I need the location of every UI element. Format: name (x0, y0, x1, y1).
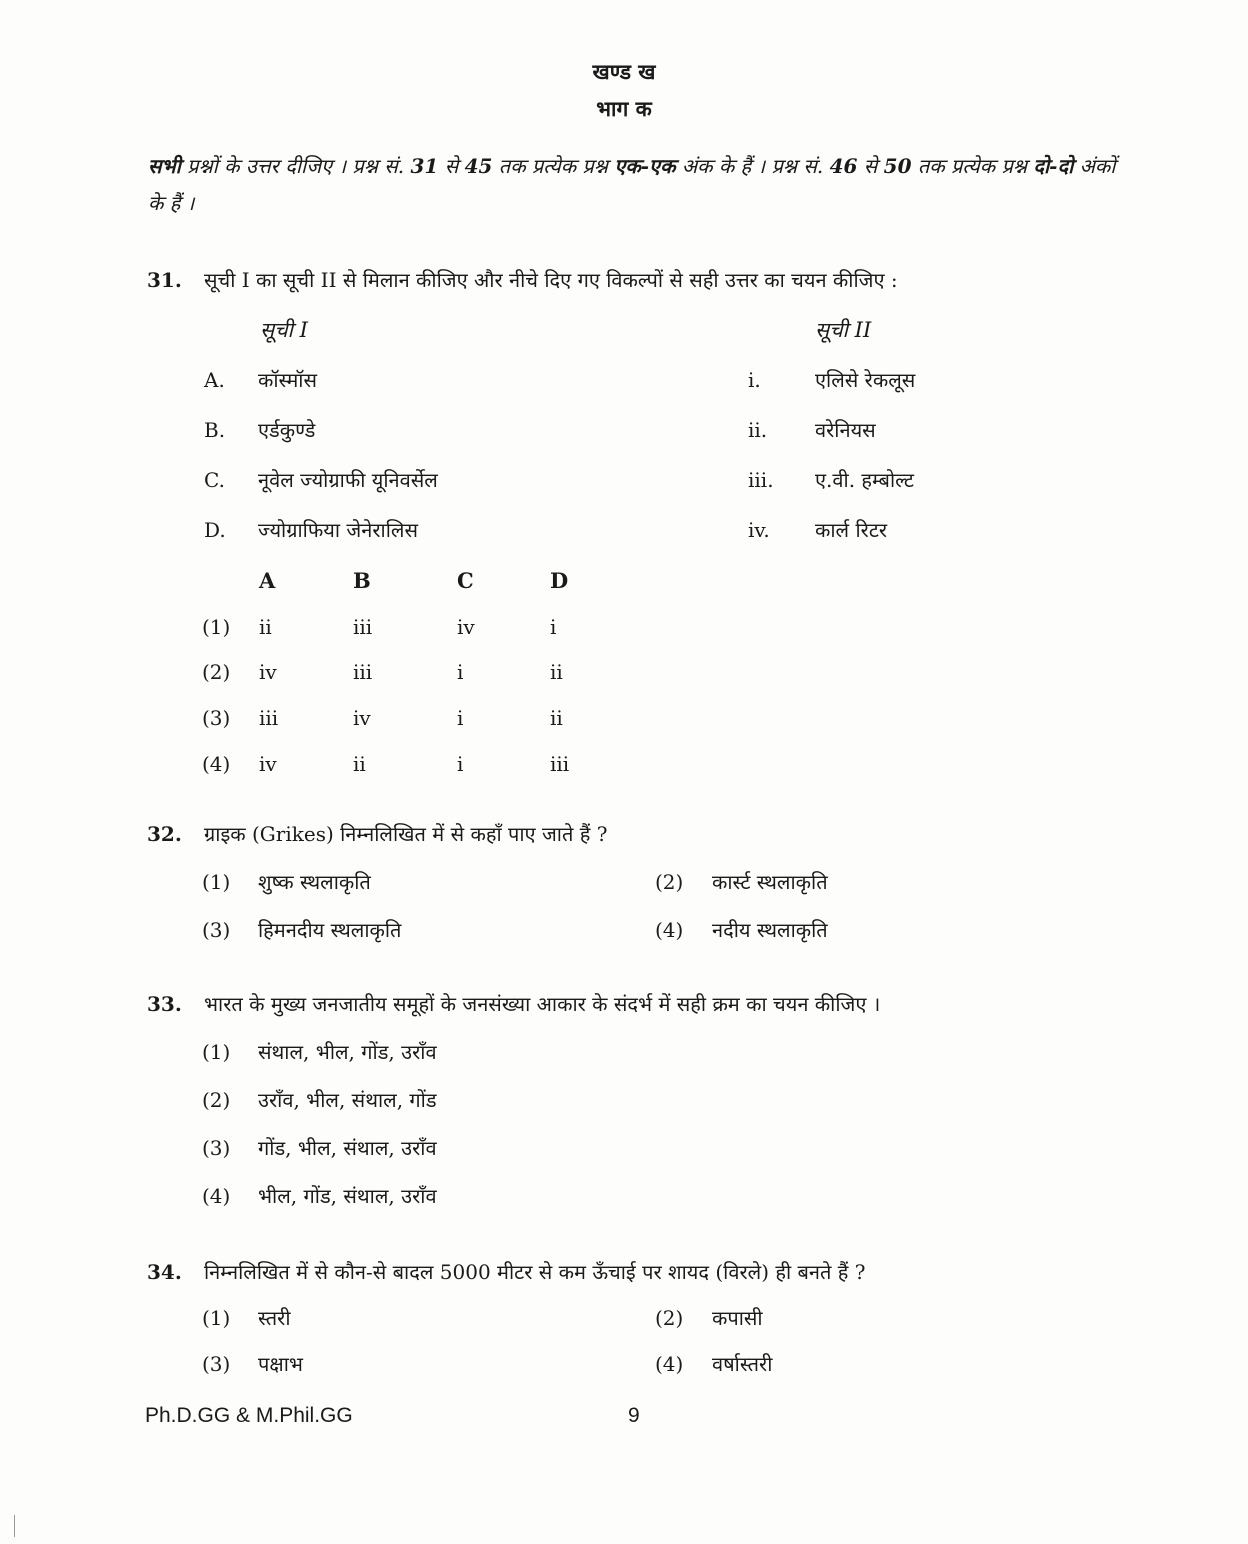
option-text: संथाल, भील, गोंड, उराँव (258, 1040, 437, 1064)
list1-label: D. (204, 518, 226, 542)
option-label: (2) (655, 1306, 684, 1330)
matrix-cell: iii (259, 706, 279, 730)
list2-item: ए.वी. हम्बोल्ट (815, 468, 914, 492)
list2-item: कार्ल रिटर (815, 518, 888, 542)
list1-heading: सूची I (260, 318, 308, 342)
list1-label: C. (204, 468, 225, 492)
matrix-header: A (259, 568, 276, 593)
option-label: (4) (655, 1352, 684, 1376)
option-label: (4) (202, 1184, 231, 1208)
list2-label: iii. (748, 468, 774, 492)
matrix-cell: iv (259, 752, 277, 776)
part-title: भाग क (596, 96, 652, 121)
option-text: गोंड, भील, संथाल, उराँव (258, 1136, 437, 1160)
list1-label: A. (204, 368, 225, 392)
option-text: शुष्क स्थलाकृति (258, 870, 371, 894)
option-label: (1) (202, 615, 231, 639)
option-label: (3) (202, 1136, 231, 1160)
list1-item: नूवेल ज्योग्राफी यूनिवर्सेल (258, 468, 438, 492)
matrix-cell: ii (550, 660, 563, 684)
option-label: (2) (202, 660, 231, 684)
matrix-cell: iv (457, 615, 475, 639)
question-number: 32. (147, 822, 182, 846)
matrix-cell: i (457, 660, 464, 684)
question-text: भारत के मुख्य जनजातीय समूहों के जनसंख्या आकार के संदर्भ में सही क्रम का चयन कीजिए । (204, 992, 881, 1016)
matrix-cell: ii (353, 752, 366, 776)
matrix-cell: i (457, 752, 464, 776)
list1-label: B. (204, 418, 226, 442)
matrix-cell: iii (353, 615, 373, 639)
option-label: (3) (202, 918, 231, 942)
option-text: स्तरी (258, 1306, 291, 1330)
matrix-cell: ii (550, 706, 563, 730)
option-label: (1) (202, 1306, 231, 1330)
option-label: (1) (202, 870, 231, 894)
question-text: सूची I का सूची II से मिलान कीजिए और नीचे दिए गए विकल्पों से सही उत्तर का चयन कीजिए : (204, 268, 898, 292)
option-label: (4) (655, 918, 684, 942)
option-text: कपासी (712, 1306, 763, 1330)
option-text: पक्षाभ (258, 1352, 303, 1376)
footer-code: Ph.D.GG & M.Phil.GG (145, 1404, 353, 1427)
question-text: ग्राइक (Grikes) निम्नलिखित में से कहाँ पाए जाते हैं ? (204, 822, 608, 846)
matrix-header: C (457, 568, 474, 593)
list2-item: एलिसे रेकलूस (815, 368, 916, 392)
matrix-cell: iii (550, 752, 570, 776)
option-text: हिमनदीय स्थलाकृति (258, 918, 402, 942)
list2-label: ii. (748, 418, 768, 442)
section-title: खण्ड ख (592, 59, 656, 84)
option-text: भील, गोंड, संथाल, उराँव (258, 1184, 437, 1208)
option-label: (3) (202, 706, 231, 730)
option-text: वर्षास्तरी (712, 1352, 773, 1376)
list2-label: i. (748, 368, 761, 392)
scan-edge-mark (14, 1515, 15, 1537)
option-label: (2) (655, 870, 684, 894)
instr-all: सभी (148, 154, 181, 178)
question-number: 34. (147, 1260, 182, 1284)
list1-item: ज्योग्राफिया जेनेरालिस (258, 518, 418, 542)
matrix-cell: iii (353, 660, 373, 684)
option-label: (2) (202, 1088, 231, 1112)
question-text: निम्नलिखित में से कौन-से बादल 5000 मीटर से कम ऊँचाई पर शायद (विरले) ही बनते हैं ? (204, 1260, 866, 1284)
matrix-cell: iv (259, 660, 277, 684)
matrix-cell: iv (353, 706, 371, 730)
matrix-cell: i (550, 615, 557, 639)
question-number: 33. (147, 992, 182, 1016)
list2-heading: सूची II (815, 318, 872, 342)
option-text: उराँव, भील, संथाल, गोंड (258, 1088, 437, 1112)
matrix-cell: ii (259, 615, 272, 639)
list1-item: कॉस्मॉस (258, 368, 317, 392)
list2-item: वरेनियस (815, 418, 876, 442)
option-label: (1) (202, 1040, 231, 1064)
option-label: (4) (202, 752, 231, 776)
option-label: (3) (202, 1352, 231, 1376)
page-number: 9 (628, 1404, 640, 1427)
question-number: 31. (147, 268, 182, 292)
matrix-header: B (353, 568, 371, 593)
list1-item: एर्डकुण्डे (258, 418, 316, 442)
matrix-cell: i (457, 706, 464, 730)
option-text: नदीय स्थलाकृति (712, 918, 828, 942)
matrix-header: D (550, 568, 569, 593)
instructions: सभी प्रश्नों के उत्तर दीजिए । प्रश्न सं. 31 से 45 तक प्रत्येक प्रश्न एक-एक अंक के हैं । प्रश्न सं. 46 से 50 तक प्रत्येक प्रश्न दो-दो अंकों के हैं । (148, 154, 1116, 215)
list2-label: iv. (748, 518, 770, 542)
option-text: कार्स्ट स्थलाकृति (712, 870, 828, 894)
